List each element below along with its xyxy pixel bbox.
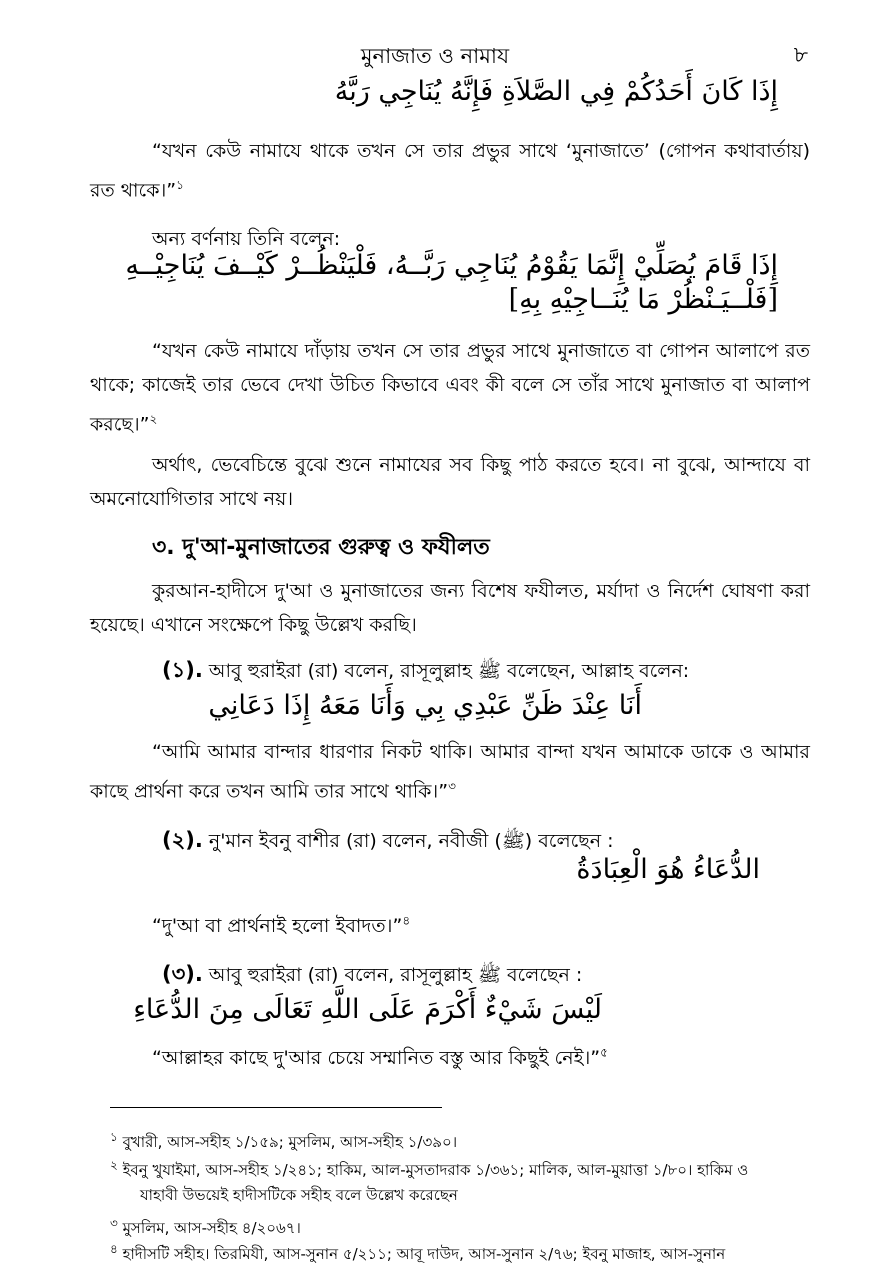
item-3-lead-text: আবু হুরাইরা (রা) বলেন, রাসূলুল্লাহ ﷺ বলেছেন : [208,964,583,986]
paragraph-4: অর্থাৎ, ভেবেচিন্তে বুঝে শুনে নামাযের সব কিছু পাঠ করতে হবে। না বুঝে, আন্দাযে বা অমনোযোগিতার সাথে নয়। [90,454,810,510]
item-3-translation [152,1044,608,1076]
paragraph-1-text: “যখন কেউ নামাযে থাকে তখন সে তার প্রভুর সাথে ‘মুনাজাতে’ (গোপন কথাবার্তায়) রত থাকে।” [90,140,810,202]
item-3-lead [162,958,582,993]
paragraph-1 [90,134,810,207]
running-header-title: মুনাজাত ও নামায [360,44,510,68]
item-2-lead-text: নু'মান ইবনু বাশীর (রা) বলেন, নবীজী (ﷺ) বলেছেন : [208,830,614,852]
footnote-2-continuation: যাহাবী উভয়েই হাদীসটিকে সহীহ বলে উল্লেখ করেছেন [140,1186,458,1204]
item-1-number: (১). [162,658,203,682]
arabic-hadith-2-line-2: [فَلْــيَـنْظُرْ مَا يُنَــاجِيْهِ بِهِ] [508,284,778,315]
paragraph-2: অন্য বর্ণনায় তিনি বলেন: [152,228,341,250]
paragraph-3 [90,334,810,441]
item-1-translation [90,735,810,808]
item-2-number: (২). [162,828,203,852]
footnote-divider [110,1107,442,1108]
footnote-4-mark: ৪ [110,1242,118,1256]
footnote-ref-5: ৫ [600,1045,608,1060]
item-1-translation-text: “আমি আমার বান্দার ধারণার নিকট থাকি। আমার বান্দা যখন আমাকে ডাকে ও আমার কাছে প্রার্থনা করে তখন আমি তার সাথে থাকি।” [90,741,810,803]
item-2-lead [162,824,614,859]
footnote-ref-1: ১ [176,178,184,192]
footnote-3-mark: ৩ [110,1216,118,1230]
footnote-3-text: মুসলিম, আস-সহীহ ৪/২০৬৭। [122,1219,301,1237]
item-2-translation [152,912,410,944]
item-3-translation-text: “আল্লাহর কাছে দু'আর চেয়ে সম্মানিত বস্তু আর কিছুই নেই।” [152,1047,601,1069]
section-intro: কুরআন-হাদীসে দু'আ ও মুনাজাতের জন্য বিশেষ ফযীলত, মর্যাদা ও নির্দেশ ঘোষণা করা হয়েছে। এখানে সংক্ষেপে কিছু উল্লেখ করছি। [90,580,810,636]
footnote-4 [110,1236,725,1268]
item-1-lead [162,654,689,689]
footnote-4-text: হাদীসটি সহীহ। তিরমিযী, আস-সুনান ৫/২১১; আবূ দাউদ, আস-সুনান ২/৭৬; ইবনু মাজাহ, আস-সুনান [122,1245,726,1263]
arabic-hadith-1: إِذَا كَانَ أَحَدُكُمْ فِي الصَّلاَةِ فَإِنَّهُ يُنَاجِي رَبَّهُ [334,76,778,107]
item-2-translation-text: “দু'আ বা প্রার্থনাই হলো ইবাদত।” [152,915,403,937]
footnote-1-text: বুখারী, আস-সহীহ ১/১৫৯; মুসলিম, আস-সহীহ ১/৩৯০। [122,1133,458,1151]
footnote-2 [110,1152,748,1184]
arabic-quote-2: الدُّعَاءُ هُوَ الْعِبَادَةُ [576,854,760,885]
footnote-2-mark: ২ [110,1158,118,1172]
page-number: ৮ [793,43,808,68]
footnote-ref-3: ৩ [448,779,456,793]
item-1-lead-text: আবু হুরাইরা (রা) বলেন, রাসূলুল্লাহ ﷺ বলেছেন, আল্লাহ বলেন: [208,660,690,682]
arabic-quote-1: أَنَا عِنْدَ ظَنِّ عَبْدِي بِي وَأَنَا مَعَهُ إِذَا دَعَانِي [208,690,642,721]
arabic-hadith-2-line-1: إِذَا قَامَ يُصَلِّيْ إِنَّمَا يَقُوْمُ يُنَاجِي رَبَّــهُ، فَلْيَنْظُــرْ كَيْــفَ يُنَاجِيْــهِ [125,250,778,281]
footnote-2-text: ইবনু খুযাইমা, আস-সহীহ ১/২৪১; হাকিম, আল-মুসতাদরাক ১/৩৬১; মালিক, আল-মুয়াত্তা ১/৮০। হাকিম ও [122,1161,749,1179]
paragraph-3-text: “যখন কেউ নামাযে দাঁড়ায় তখন সে তার প্রভুর সাথে মুনাজাতে বা গোপন আলাপে রত থাকে; কাজেই তার ভেবে দেখা উচিত কিভাবে এবং কী বলে সে তাঁর সাথে মুনাজাত বা আলাপ করছে।” [90,340,810,436]
arabic-quote-3: لَيْسَ شَيْءٌ أَكْرَمَ عَلَى اللَّهِ تَعَالَى مِنَ الدُّعَاءِ [133,994,602,1025]
footnote-1-mark: ১ [110,1130,118,1144]
footnote-ref-2: ২ [149,412,158,426]
footnote-ref-4: ৪ [402,913,411,928]
section-heading: ৩. দু'আ-মুনাজাতের গুরুত্ব ও ফযীলত [152,535,490,560]
item-3-number: (৩). [162,962,203,986]
